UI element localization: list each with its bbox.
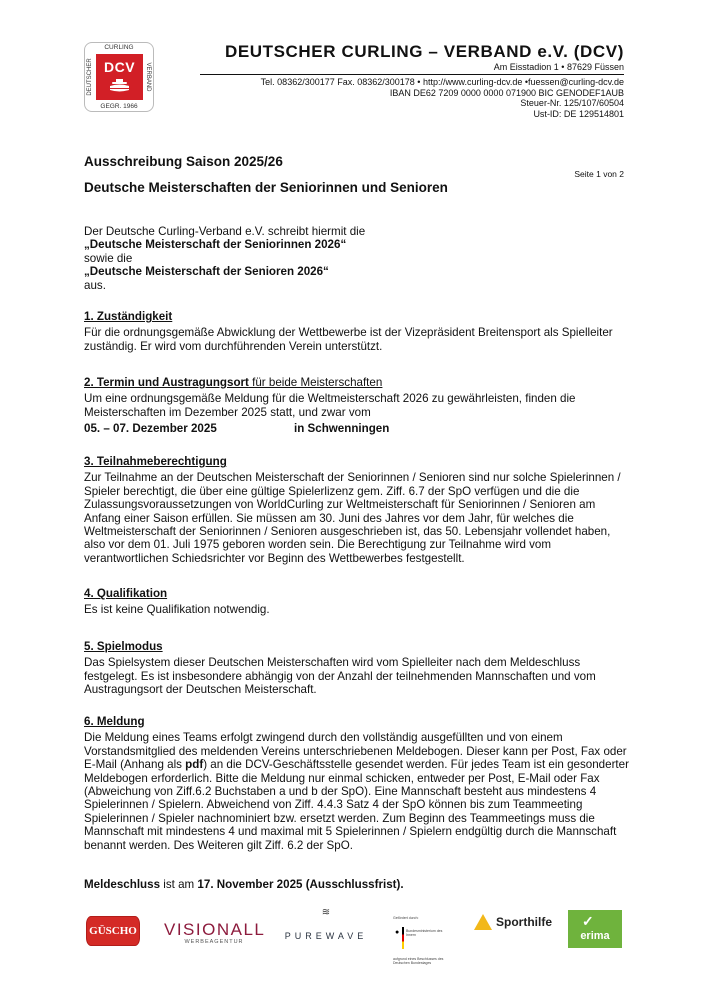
intro-event-2: „Deutsche Meisterschaft der Senioren 2026“ — [84, 265, 329, 279]
document-title: Ausschreibung Saison 2025/26 — [84, 154, 283, 169]
body-text: Die Meldung eines Teams erfolgt zwingend durch den vollständig ausgefüllten und von einem Vorstandsmitglied des meldenden Vereins unterschriebenen Meldebogen. Dieser kann per Post, Fax oder E-Mail (Anhang als — [84, 731, 627, 772]
intro-line-3: aus. — [84, 278, 106, 292]
bmi-resolution: aufgrund eines Beschlusses des Deutschen Bundestages — [393, 957, 444, 965]
deadline-middle: ist am — [160, 878, 198, 891]
section-body: Für die ordnungsgemäße Abwicklung der Wettbewerbe ist der Vizepräsident Breitensport als Spielleiter zuständig. Er wird vom durchführenden Verein unterstützt. — [84, 326, 613, 353]
bmi-logo — [392, 913, 452, 973]
intro-line-2: sowie die — [84, 251, 133, 265]
bmi-name: Bundesministerium des Innern — [406, 929, 443, 937]
tax-number: Steuer-Nr. 125/107/60504 — [520, 98, 624, 108]
section-body: Um eine ordnungsgemäße Meldung für die Weltmeisterschaft 2026 zu gewährleisten, finden die Meisterschaften im Dezember 2025 statt, und zwar vom — [84, 392, 576, 419]
intro-event-1: „Deutsche Meisterschaft der Seniorinnen 2026“ — [84, 238, 347, 252]
curling-stone-icon — [109, 79, 130, 93]
sporthilfe-name: Sporthilfe — [496, 915, 552, 929]
section-qualifikation — [84, 587, 629, 617]
guescho-logo: GÜSCHO — [86, 916, 140, 946]
logo-bottom-text: GEGR. 1966 — [100, 103, 138, 110]
section-body: Das Spielsystem dieser Deutschen Meisterschaften wird vom Spielleiter nach dem Meldeschluss festgelegt. Es ist insbesondere abhängig von der Anzahl der teilnehmenden Mannschaften und vom Austragungsort der Deutschen Meisterschaft. — [84, 656, 596, 697]
vat-id: Ust-ID: DE 129514801 — [533, 108, 624, 119]
deadline-line — [84, 878, 629, 891]
header-divider — [200, 74, 624, 75]
german-flag-icon — [402, 927, 404, 949]
org-name: DEUTSCHER CURLING – VERBAND e.V. (DCV) — [224, 42, 624, 61]
purewave-name: PUREWAVE — [284, 931, 368, 941]
org-contact-block — [160, 77, 624, 119]
visionall-sub: WERBEAGENTUR — [184, 939, 244, 945]
section-heading: 6. Meldung — [84, 715, 145, 728]
section-heading: 4. Qualifikation — [84, 587, 168, 600]
section-heading: 5. Spielmodus — [84, 640, 163, 653]
event-date-row — [84, 422, 629, 435]
event-location: in Schwenningen — [294, 422, 390, 436]
section-heading — [84, 376, 629, 389]
section-body: Es ist keine Qualifikation notwendig. — [84, 603, 270, 617]
intro-block — [84, 225, 629, 292]
logo-right-text: VERBAND — [145, 62, 151, 92]
section-body — [84, 731, 629, 852]
section-termin — [84, 376, 629, 436]
sporthilfe-triangle-icon — [474, 914, 492, 930]
section-body: Zur Teilnahme an der Deutschen Meisterschaft der Seniorinnen / Senioren sind nur solche Spielerinnen / Spieler berechtigt, die über eine gültige Spielerlizenz gem. Ziff. 6.7 der SpO verfügen und die die Zulassungsvoraussetzungen von WorldCurling zur Weltmeisterschaft für Seniorinnen / Senioren am Anfang einer Saison erfüllen. Sie müssen am 30. Juni des Jahres vor dem Jahr, für welches die Weltmeisterschaft der Seniorinnen / Senioren ausgeschrieben ist, das 50. Lebensjahr vollendet haben, also vor dem 01. Juli 1975 geboren worden sein. Die Berechtigung zur Teilnahme wird vom verantwortlichen Schiedsrichter vor Beginn des Wettbewerbes festgestellt. — [84, 471, 621, 565]
purewave-logo — [276, 907, 376, 941]
sponsor-logos — [84, 905, 629, 975]
deadline-label: Meldeschluss — [84, 878, 161, 891]
bmi-funded-by: Gefördert durch: — [393, 916, 419, 920]
bank-line: IBAN DE62 7209 0000 0000 071900 BIC GENODEF1AUB — [389, 87, 624, 98]
section-heading: 1. Zuständigkeit — [84, 310, 173, 323]
event-date: 05. – 07. Dezember 2025 — [84, 422, 217, 436]
document-subtitle: Deutsche Meisterschaften der Seniorinnen und Senioren — [84, 180, 448, 195]
body-bold-pdf: pdf — [185, 758, 204, 772]
wave-icon: ≋ — [321, 907, 331, 918]
section-zustaendigkeit — [84, 310, 629, 353]
logo-red-square — [96, 54, 143, 100]
logo-top-text: CURLING — [104, 44, 134, 51]
visionall-logo — [164, 921, 264, 945]
federal-eagle-icon: ● — [395, 929, 400, 936]
intro-line-1: Der Deutsche Curling-Verband e.V. schreibt hiermit die — [84, 225, 366, 238]
logo-left-text: DEUTSCHER — [87, 58, 93, 96]
org-address: Am Eisstadion 1 • 87629 Füssen — [493, 62, 624, 72]
section-heading-suffix: für beide Meisterschaften — [248, 376, 383, 389]
section-heading: 3. Teilnahmeberechtigung — [84, 455, 227, 468]
body-text: ) an die DCV-Geschäftsstelle gesendet werden. Für jedes Team ist ein gesonderter Meldebogen erforderlich. Bitte die Meldung nur einmal schicken, entweder per Post, E-Mail oder Fax (Abweichung von Ziff.6.2 Buchstaben a und b der SpO). Eine Mannschaft besteht aus mindestens 4 Spielerinnen / Spielern. Abweichend von Ziff. 4.4.3 Satz 4 der SpO können bis zum Teammeeting Spielerinnen / Spieler nachnominiert bzw. ersetzt werden. Zum Beginn des Teammeetings muss die Mannschaft mit mindestens 4 und maximal mit 5 Spielerinnen / Spielern endgültig durch die Mannschaft benannt werden. Des Weiteren gilt Ziff. 6.2 der SpO. — [84, 758, 629, 852]
contact-line: Tel. 08362/300177 Fax. 08362/300178 • http://www.curling-dcv.de •fuessen@curling-dcv.de — [260, 77, 624, 87]
logo-dcv-text: DCV — [103, 59, 136, 75]
erima-logo — [568, 910, 622, 948]
section-spielmodus — [84, 640, 629, 697]
dcv-logo — [84, 42, 154, 112]
erima-leaf-icon: ✓ — [582, 913, 594, 929]
section-teilnahme — [84, 455, 629, 565]
section-heading-main: 2. Termin und Austragungsort — [84, 376, 249, 389]
erima-name: erima — [580, 930, 610, 942]
visionall-name: VISIONALL — [164, 920, 266, 939]
section-meldung — [84, 715, 629, 852]
page-indicator: Seite 1 von 2 — [574, 169, 624, 179]
sporthilfe-logo — [474, 914, 552, 930]
deadline-date: 17. November 2025 (Ausschlussfrist). — [197, 878, 404, 891]
